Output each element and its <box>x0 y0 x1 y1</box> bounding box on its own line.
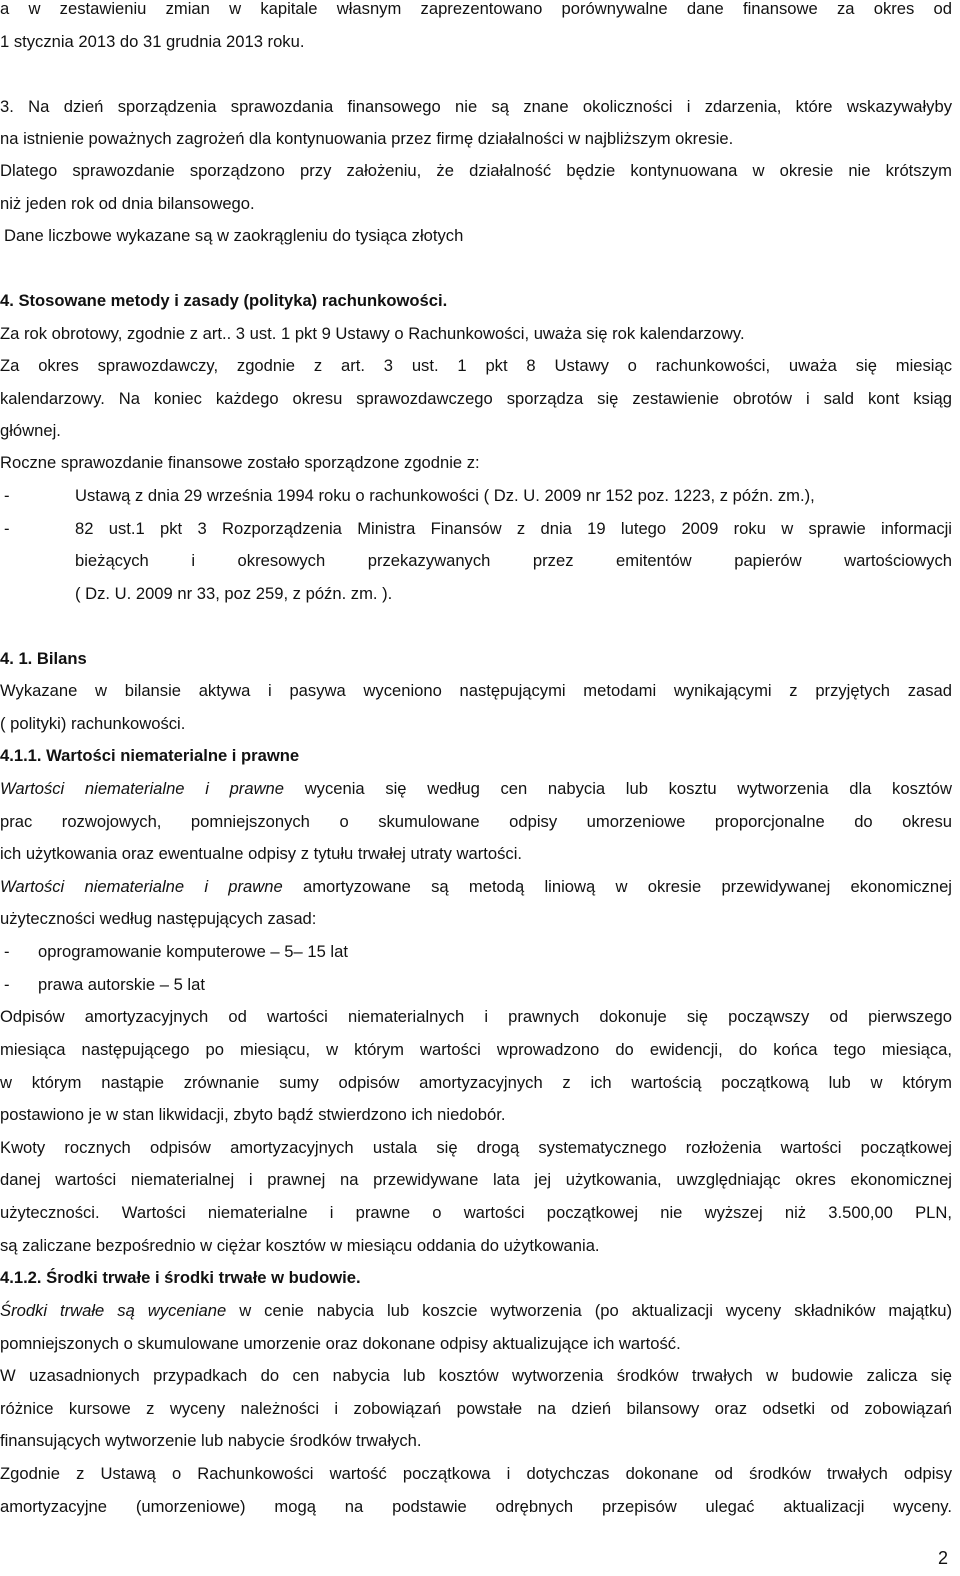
text-line: amortyzacyjne (umorzeniowe) mogą na podstawie odrębnych przepisów ulegać aktualizacji wyceny. <box>0 1497 952 1516</box>
text-line: są zaliczane bezpośrednio w ciężar kosztów w miesiącu oddania do użytkowania. <box>0 1236 600 1255</box>
list-item-continued: bieżących i okresowych przekazywanych przez emitentów papierów wartościowych <box>75 551 952 570</box>
text-line: Kwoty rocznych odpisów amortyzacyjnych ustala się drogą systematycznego rozłożenia wartości początkowej <box>0 1138 952 1157</box>
text-run: w cenie nabycia lub koszcie wytworzenia (po aktualizacji wyceny składników majątku) <box>226 1301 953 1320</box>
italic-term: Wartości niematerialne i prawne <box>0 877 283 896</box>
list-item-continued: ( Dz. U. 2009 nr 33, poz 259, z późn. zm. ). <box>75 584 393 603</box>
subsection-heading: 4.1.2. Środki trwałe i środki trwałe w budowie. <box>0 1268 361 1287</box>
text-line: na istnienie poważnych zagrożeń dla kontynuowania przez firmę działalności w najbliższym okresie. <box>0 129 734 148</box>
text-line: Wykazane w bilansie aktywa i pasywa wyceniono następującymi metodami wynikającymi z przyjętych zasad <box>0 681 952 700</box>
text-line: użyteczności. Wartości niematerialne i prawne o wartości początkowej nie wyższej niż 3.500,00 PLN, <box>0 1203 952 1222</box>
text-line <box>0 877 952 897</box>
text-line: użyteczności według następujących zasad: <box>0 909 317 928</box>
text-line: Dlatego sprawozdanie sporządzono przy założeniu, że działalność będzie kontynuowana w okresie nie krótszym <box>0 161 952 180</box>
text-line: Za okres sprawozdawczy, zgodnie z art. 3 ust. 1 pkt 8 Ustawy o rachunkowości, uważa się miesiąc <box>0 356 952 375</box>
text-line: Dane liczbowe wykazane są w zaokrągleniu do tysiąca złotych <box>4 226 464 245</box>
text-line: Roczne sprawozdanie finansowe zostało sporządzone zgodnie z: <box>0 453 480 472</box>
text-run: amortyzowane są metodą liniową w okresie przewidywanej ekonomicznej <box>282 877 952 896</box>
text-line: danej wartości niematerialnej i prawnej na przewidywane lata jej użytkowania, uwzględniając okres ekonomicznej <box>0 1170 952 1189</box>
text-line: 1 stycznia 2013 do 31 grudnia 2013 roku. <box>0 32 305 51</box>
text-line <box>0 779 952 799</box>
text-line: w którym nastąpie zrównanie sumy odpisów amortyzacyjnych z ich wartością początkową lub w którym <box>0 1073 952 1092</box>
page-number: 2 <box>938 1548 949 1568</box>
text-line: a w zestawieniu zmian w kapitale własnym zaprezentowano porównywalne dane finansowe za okres od <box>0 0 952 18</box>
text-line <box>0 1301 952 1321</box>
text-line: głównej. <box>0 421 61 440</box>
subsection-heading: 4.1.1. Wartości niematerialne i prawne <box>0 746 300 765</box>
italic-term: Wartości niematerialne i prawne <box>0 779 285 798</box>
section-heading: 4. 1. Bilans <box>0 649 87 668</box>
text-line: prac rozwojowych, pomniejszonych o skumulowane odpisy umorzeniowe proporcjonalne do okresu <box>0 812 952 831</box>
text-line: W uzasadnionych przypadkach do cen nabycia lub kosztów wytworzenia środków trwałych w budowie zalicza się <box>0 1366 952 1385</box>
text-line: ich użytkowania oraz ewentualne odpisy z tytułu trwałej utraty wartości. <box>0 844 523 863</box>
list-item: oprogramowanie komputerowe – 5– 15 lat <box>38 942 348 961</box>
text-line: postawiono je w stan likwidacji, zbyto bądź stwierdzono ich niedobór. <box>0 1105 506 1124</box>
list-dash: - <box>4 519 10 538</box>
list-item: prawa autorskie – 5 lat <box>38 975 205 994</box>
text-line: Za rok obrotowy, zgodnie z art.. 3 ust. 1 pkt 9 Ustawy o Rachunkowości, uważa się rok kalendarzowy. <box>0 324 745 343</box>
list-item: 82 ust.1 pkt 3 Rozporządzenia Ministra Finansów z dnia 19 lutego 2009 roku w sprawie informacji <box>75 519 952 538</box>
text-run: wycenia się według cen nabycia lub kosztu wytworzenia dla kosztów <box>284 779 952 798</box>
text-line: ( polityki) rachunkowości. <box>0 714 186 733</box>
text-line: miesiąca następującego po miesiącu, w którym wartości wprowadzono do ewidencji, do końca tego miesiąca, <box>0 1040 952 1059</box>
text-line: Zgodnie z Ustawą o Rachunkowości wartość początkowa i dotychczas dokonane od środków trwałych odpisy <box>0 1464 952 1483</box>
text-line: finansujących wytworzenie lub nabycie środków trwałych. <box>0 1431 422 1450</box>
italic-term: Środki trwałe są wyceniane <box>0 1301 227 1320</box>
text-line: pomniejszonych o skumulowane umorzenie oraz dokonane odpisy aktualizujące ich wartość. <box>0 1334 681 1353</box>
text-line: kalendarzowy. Na koniec każdego okresu sprawozdawczego sporządza się zestawienie obrotów i sald kont ksiąg <box>0 389 952 408</box>
text-line: 3. Na dzień sporządzenia sprawozdania finansowego nie są znane okoliczności i zdarzenia, które wskazywałyby <box>0 97 952 116</box>
list-dash: - <box>4 486 10 505</box>
section-heading: 4. Stosowane metody i zasady (polityka) rachunkowości. <box>0 291 448 310</box>
text-line: Odpisów amortyzacyjnych od wartości niematerialnych i prawnych dokonuje się począwszy od pierwszego <box>0 1007 952 1026</box>
text-line: niż jeden rok od dnia bilansowego. <box>0 194 255 213</box>
text-line: różnice kursowe z wyceny należności i zobowiązań powstałe na dzień bilansowy oraz odsetki od zobowiązań <box>0 1399 952 1418</box>
list-dash: - <box>4 975 10 994</box>
list-dash: - <box>4 942 10 961</box>
list-item: Ustawą z dnia 29 września 1994 roku o rachunkowości ( Dz. U. 2009 nr 152 poz. 1223, z późn. zm.), <box>75 486 815 505</box>
